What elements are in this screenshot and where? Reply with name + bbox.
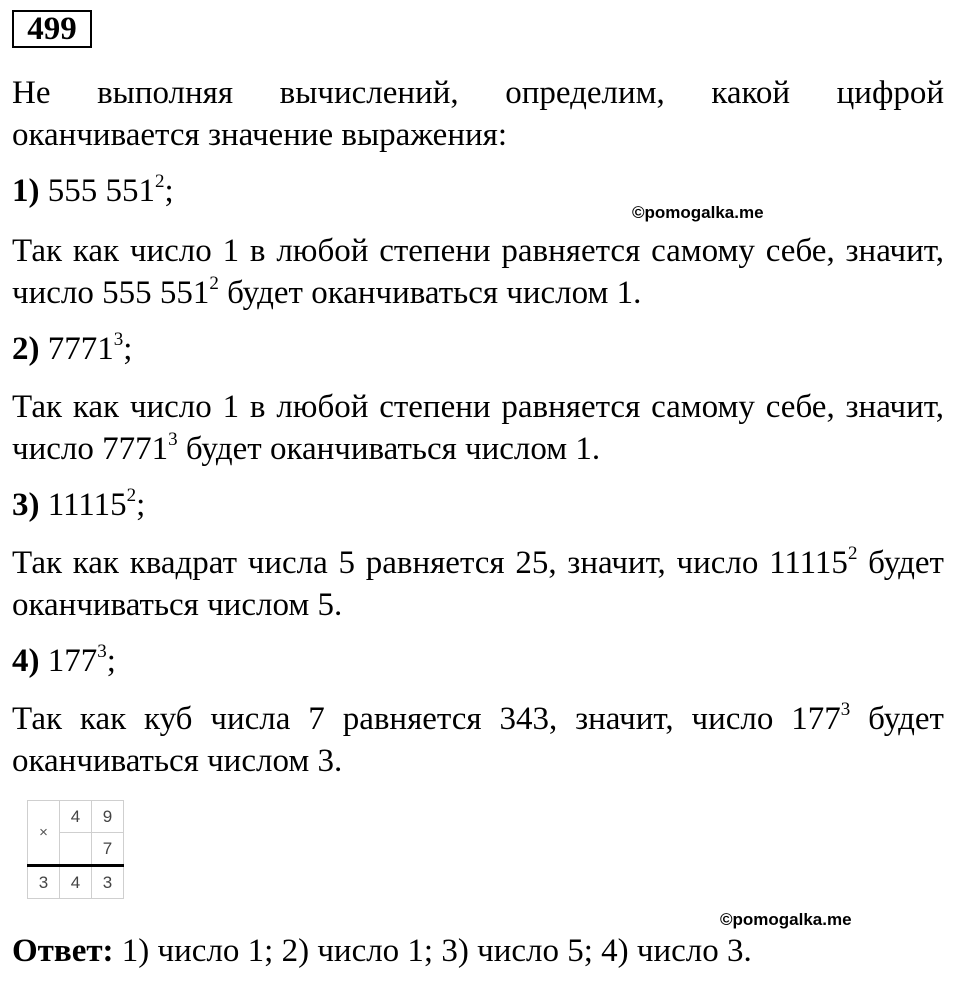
item-label: 4): [12, 643, 40, 679]
item-base: 177: [47, 643, 98, 679]
explanation-base: 11115: [769, 545, 848, 581]
item-2-heading: [12, 328, 132, 370]
grid-cell: 4: [60, 866, 92, 899]
item-base: 11115: [47, 487, 127, 523]
explanation-text: Так как куб числа 7 равняется 343, значит, число: [12, 701, 792, 737]
item-exponent: 3: [113, 329, 124, 350]
item-3-explanation: [12, 542, 944, 626]
grid-cell: 3: [28, 866, 60, 899]
explanation-exponent: 3: [168, 429, 178, 450]
explanation-text: будет оканчиваться числом 3.: [12, 701, 944, 779]
item-4-explanation: [12, 698, 944, 782]
item-exponent: 3: [97, 641, 107, 662]
explanation-text: Так как число 1 в любой степени равняется самому себе, значит, число: [12, 233, 944, 311]
item-end: ;: [136, 487, 146, 523]
answer-text: 1) число 1; 2) число 1; 3) число 5; 4) число 3.: [113, 933, 752, 969]
explanation-base: 555 551: [102, 275, 210, 311]
item-end: ;: [164, 173, 174, 209]
explanation-text: Так как квадрат числа 5 равняется 25, значит, число: [12, 545, 770, 581]
item-1-heading: [12, 170, 174, 212]
item-label: 3): [12, 487, 40, 523]
explanation-text: будет оканчиваться числом 1.: [218, 275, 642, 311]
multiplication-grid: [27, 800, 124, 899]
item-exponent: 2: [126, 485, 137, 506]
multiply-sign: ×: [28, 801, 60, 866]
explanation-exponent: 3: [840, 699, 851, 720]
item-2-explanation: [12, 386, 944, 470]
grid-cell: 7: [92, 833, 124, 866]
explanation-text: будет оканчиваться числом 5.: [12, 545, 944, 623]
explanation-base: 177: [791, 701, 841, 737]
watermark: ©pomogalka.me: [632, 203, 764, 222]
intro-text: Не выполняя вычислений, определим, какой цифрой оканчивается значение выражения:: [12, 75, 944, 153]
explanation-base: 7771: [102, 431, 169, 467]
explanation-exponent: 2: [847, 543, 858, 564]
item-end: ;: [123, 331, 133, 367]
task-number: 499: [12, 10, 92, 48]
explanation-exponent: 2: [209, 273, 219, 294]
item-label: 1): [12, 173, 40, 209]
answer-line: [12, 930, 752, 972]
answer-label: Ответ:: [12, 933, 114, 969]
grid-cell: 9: [92, 801, 124, 833]
grid-cell: [60, 833, 92, 866]
item-label: 2): [12, 331, 40, 367]
item-4-heading: [12, 640, 116, 682]
item-end: ;: [106, 643, 116, 679]
item-base: 7771: [47, 331, 114, 367]
item-3-heading: [12, 484, 145, 526]
item-base: 555 551: [47, 173, 155, 209]
grid-cell: 3: [92, 866, 124, 899]
watermark: ©pomogalka.me: [720, 910, 852, 929]
explanation-text: Так как число 1 в любой степени равняется самому себе, значит, число: [12, 389, 944, 467]
explanation-text: будет оканчиваться числом 1.: [177, 431, 601, 467]
item-1-explanation: [12, 230, 944, 314]
item-exponent: 2: [155, 171, 165, 192]
grid-cell: 4: [60, 801, 92, 833]
